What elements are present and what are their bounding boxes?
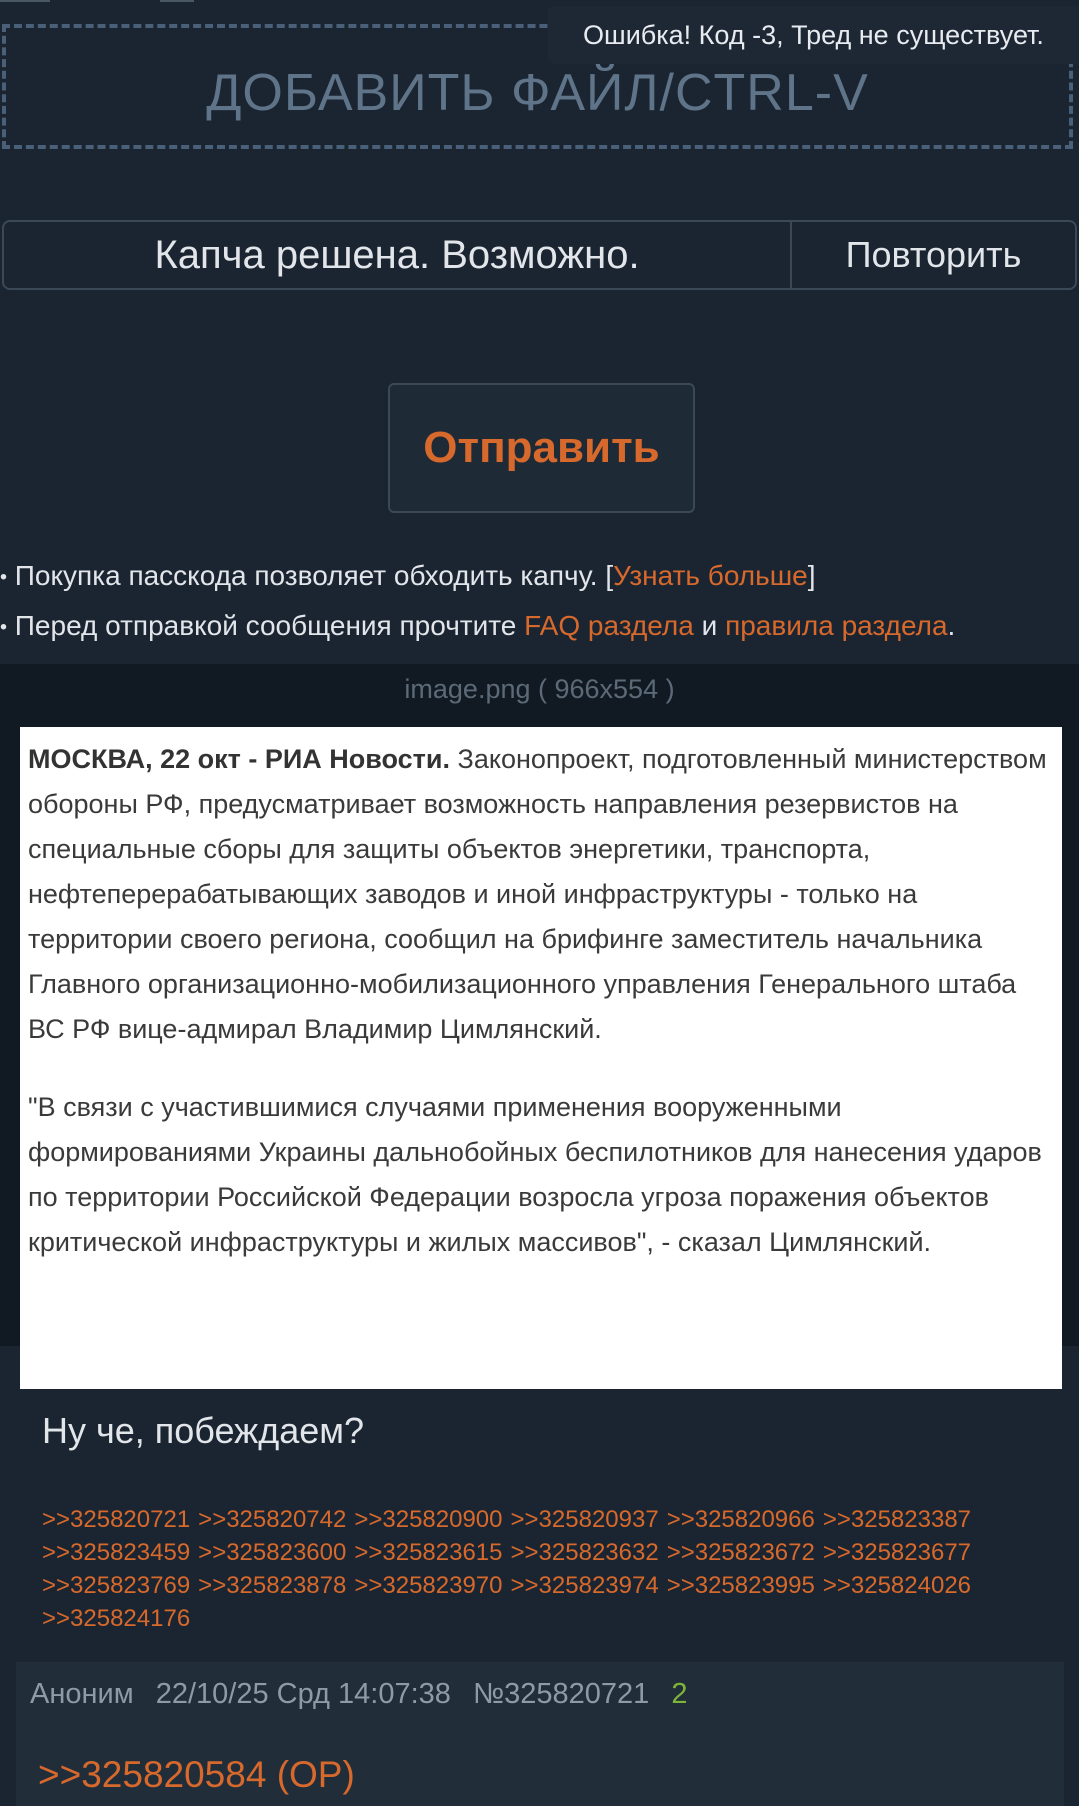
- reply-link[interactable]: >>325823974: [510, 1572, 659, 1599]
- submit-button[interactable]: Отправить: [388, 383, 695, 513]
- captcha-row: [2, 220, 1077, 290]
- article-lead: МОСКВА, 22 окт - РИА Новости.: [28, 744, 451, 774]
- passcode-learn-more-link[interactable]: Узнать больше: [613, 560, 808, 591]
- reply-link[interactable]: >>325823459: [42, 1539, 191, 1566]
- error-toast-text: Ошибка! Код -3, Тред не существует.: [583, 19, 1044, 50]
- reply-links: [42, 1503, 1042, 1635]
- reply-link[interactable]: >>325824026: [822, 1572, 972, 1599]
- post-header: [30, 1678, 701, 1711]
- top-divider-left: [0, 0, 50, 2]
- rule-faq: • Перед отправкой сообщения прочтите FAQ раздела и правила раздела.: [0, 609, 956, 641]
- article-paragraph-1: МОСКВА, 22 окт - РИА Новости. Законопроект, подготовленный министерством обороны РФ, предусматривает возможность направления резервистов на специальные сборы для защиты объектов энергетики, транспорта, нефтеперерабатывающих заводов и иной инфраструктуры - только на территории своего региона, сообщил на брифинге заместитель начальника Главного организационно-мобилизационного управления Генерального штаба ВС РФ вице-адмирал Владимир Цимлянский.: [28, 744, 1047, 1044]
- reply-link[interactable]: >>325820742: [198, 1506, 347, 1533]
- image-viewer: [0, 664, 1079, 1346]
- post-reply-count[interactable]: 2: [671, 1678, 688, 1710]
- reply-link[interactable]: >>325823677: [822, 1539, 972, 1566]
- reply-link[interactable]: >>325824176: [42, 1605, 191, 1632]
- op-reference-link[interactable]: >>325820584 (OP): [38, 1754, 355, 1795]
- bullet-icon: •: [0, 566, 8, 589]
- top-divider-mid: [160, 0, 194, 2]
- reply-link[interactable]: >>325823970: [354, 1572, 503, 1599]
- reply-link[interactable]: >>325823672: [666, 1539, 815, 1566]
- dropzone-label: ДОБАВИТЬ ФАЙЛ/CTRL-V: [206, 63, 869, 122]
- reply-link[interactable]: >>325823769: [42, 1572, 191, 1599]
- post-datetime: 22/10/25 Срд 14:07:38: [155, 1678, 451, 1710]
- reply-link[interactable]: >>325823878: [198, 1572, 347, 1599]
- reply-link[interactable]: >>325823600: [198, 1539, 347, 1566]
- op-post-text: Ну че, побеждаем?: [42, 1410, 365, 1451]
- image-caption: image.png ( 966x554 ): [404, 674, 675, 704]
- reply-link[interactable]: >>325820721: [42, 1506, 191, 1533]
- reply-link[interactable]: >>325820900: [354, 1506, 503, 1533]
- faq-link[interactable]: FAQ раздела: [524, 609, 694, 641]
- reply-post: [16, 1662, 1064, 1806]
- reply-link[interactable]: >>325823387: [822, 1506, 972, 1533]
- news-screenshot-image[interactable]: [20, 727, 1062, 1389]
- bullet-icon: •: [0, 616, 8, 639]
- captcha-retry-button[interactable]: Повторить: [845, 234, 1022, 275]
- captcha-status: Капча решена. Возможно.: [4, 222, 792, 288]
- reply-link[interactable]: >>325820937: [510, 1506, 659, 1533]
- reply-link[interactable]: >>325823995: [666, 1572, 815, 1599]
- article-paragraph-2: "В связи с участившимися случаями применения вооруженными формированиями Украины дальнобойных беспилотников для нанесения ударов по территории Российской Федерации возросла угроза поражения объектов критической инфраструктуры и жилых массивов", - сказал Цимлянский.: [28, 1092, 1042, 1257]
- post-number[interactable]: №325820721: [472, 1678, 650, 1710]
- post-author: Аноним: [30, 1678, 134, 1710]
- error-toast: [548, 6, 1079, 64]
- reply-link[interactable]: >>325823615: [354, 1539, 503, 1566]
- board-rules-link[interactable]: правила раздела: [725, 609, 948, 641]
- rule-passcode: • Покупка пасскода позволяет обходить капчу. [Узнать больше]: [0, 560, 816, 591]
- reply-link[interactable]: >>325823632: [510, 1539, 659, 1566]
- reply-link[interactable]: >>325820966: [666, 1506, 815, 1533]
